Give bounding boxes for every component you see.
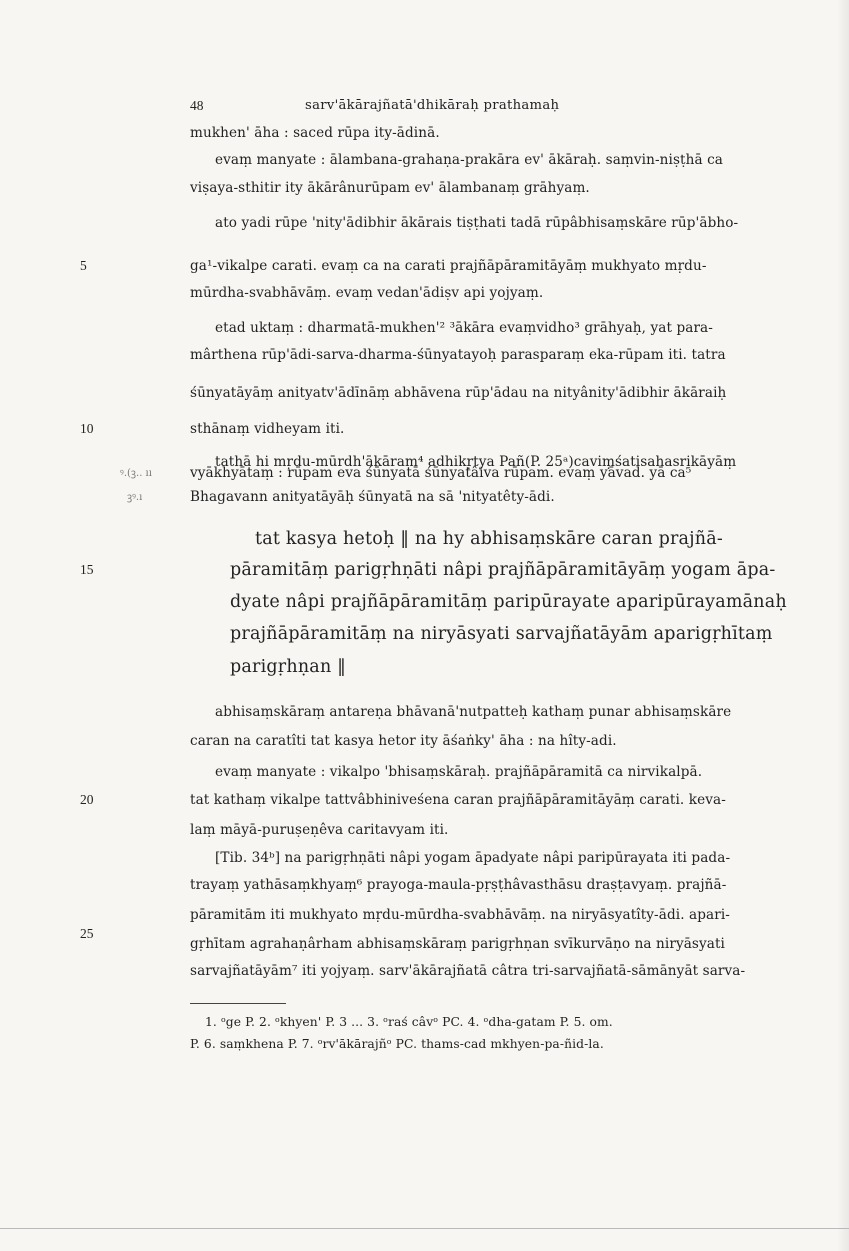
page-edge-shadow	[837, 0, 849, 1251]
verse-line: dyate nâpi prajñāpāramitāṃ paripūrayate aparipūrayamānaḥ	[230, 592, 787, 612]
line-number: 5	[80, 258, 87, 273]
body-line: Bhagavann anityatāyāḥ śūnyatā na sā 'nityatêty-ādi.	[190, 489, 555, 505]
margin-note: ꝫꝰ.ı	[127, 492, 143, 503]
body-line: etad uktaṃ : dharmatā-mukhen'² ³ākāra evaṃvidho³ grāhyaḥ, yat para-	[215, 320, 713, 336]
body-line: mârthena rūp'ādi-sarva-dharma-śūnyatayoḥ parasparaṃ eka-rūpam iti. tatra	[190, 347, 726, 363]
line-number: 10	[80, 421, 94, 436]
commentary-line: [Tib. 34ᵇ] na parigṛhṇāti nâpi yogam āpadyate nâpi paripūrayata iti pada-	[215, 850, 731, 866]
body-line: viṣaya-sthitir ity ākārânurūpam ev' ālambanaṃ grāhyaṃ.	[190, 180, 590, 196]
verse-line: prajñāpāramitāṃ na niryāsyati sarvajñatāyām aparigṛhītaṃ	[230, 624, 773, 644]
body-line: mūrdha-svabhāvāṃ. evaṃ vedan'ādiṣv api yojyaṃ.	[190, 285, 544, 301]
body-line: sthānaṃ vidheyam iti.	[190, 421, 345, 437]
body-line: ato yadi rūpe 'nity'ādibhir ākārais tiṣṭhati tadā rūpâbhisaṃskāre rūp'ābho-	[215, 215, 739, 231]
commentary-line: caran na caratîti tat kasya hetor ity āśaṅky' āha : na hîty-adi.	[190, 733, 617, 749]
page-number: 48	[190, 98, 204, 113]
commentary-line: abhisaṃskāraṃ antareṇa bhāvanā'nutpatteḥ kathaṃ punar abhisaṃskāre	[215, 704, 732, 720]
footnote-line: 1. ᵒge P. 2. ᵒkhyen' P. 3 ... 3. ᵒraś câvᵒ PC. 4. ᵒdha-gatam P. 5. om.	[205, 1015, 613, 1029]
commentary-line: tat kathaṃ vikalpe tattvâbhiniveśena caran prajñāpāramitāyāṃ carati. keva-	[190, 792, 726, 808]
commentary-line: evaṃ manyate : vikalpo 'bhisaṃskāraḥ. prajñāpāramitā ca nirvikalpā.	[215, 764, 703, 780]
commentary-line: trayaṃ yathāsaṃkhyaṃ⁶ prayoga-maula-pṛṣṭhâvasthāsu draṣṭavyaṃ. prajñā-	[190, 877, 727, 893]
line-number: 15	[80, 562, 94, 577]
running-title: sarv'ākārajñatā'dhikāraḥ prathamaḥ	[305, 98, 560, 113]
verse-line: parigṛhṇan ‖	[230, 657, 347, 677]
verse-line: tat kasya hetoḥ ‖ na hy abhisaṃskāre caran prajñā-	[255, 529, 724, 549]
commentary-line: laṃ māyā-puruṣeṇêva caritavyam iti.	[190, 822, 449, 838]
verse-line: pāramitāṃ parigṛhṇāti nâpi prajñāpāramitāyāṃ yogam āpa-	[230, 560, 776, 580]
line-number: 25	[80, 926, 94, 941]
body-line: tathā hi mṛdu-mūrdh'ākāram⁴ adhikṛtya Pañ(P. 25ᵃ)caviṃśatisahasrikāyāṃ	[215, 454, 737, 470]
body-line: ga¹-vikalpe carati. evaṃ ca na carati prajñāpāramitāyāṃ mukhyato mṛdu-	[190, 258, 707, 274]
body-line: evaṃ manyate : ālambana-grahaṇa-prakāra ev' ākāraḥ. saṃvin-niṣṭhā ca	[215, 152, 724, 168]
commentary-line: sarvajñatāyām⁷ iti yojyaṃ. sarv'ākārajñatā câtra tri-sarvajñatā-sāmānyāt sarva-	[190, 963, 746, 979]
line-number: 20	[80, 792, 94, 807]
body-line: śūnyatāyāṃ anityatv'ādīnāṃ abhāvena rūp'ādau na nityânity'ādibhir ākāraiḥ	[190, 385, 727, 401]
footnote-line: P. 6. saṃkhena P. 7. ᵒrv'ākārajñᵒ PC. thams-cad mkhyen-pa-ñid-la.	[190, 1037, 604, 1051]
commentary-line: pāramitām iti mukhyato mṛdu-mūrdha-svabhāvāṃ. na niryāsyatîty-ādi. apari-	[190, 907, 730, 923]
scan-edge-rule	[0, 1228, 849, 1229]
body-line: mukhen' āha : saced rūpa ity-ādinā.	[190, 125, 440, 141]
margin-note: ꝰ.(ꝫ.. ıı	[120, 468, 152, 479]
commentary-line: gṛhītam agrahaṇârham abhisaṃskāraṃ parigṛhṇan svīkurvāṇo na niryāsyati	[190, 936, 726, 952]
footnote-rule	[190, 1003, 286, 1004]
body-line: vyākhyātaṃ : rūpam eva śūnyatā śūnyatâiva rūpam. evaṃ yāvad. yā ca⁵	[190, 465, 692, 481]
